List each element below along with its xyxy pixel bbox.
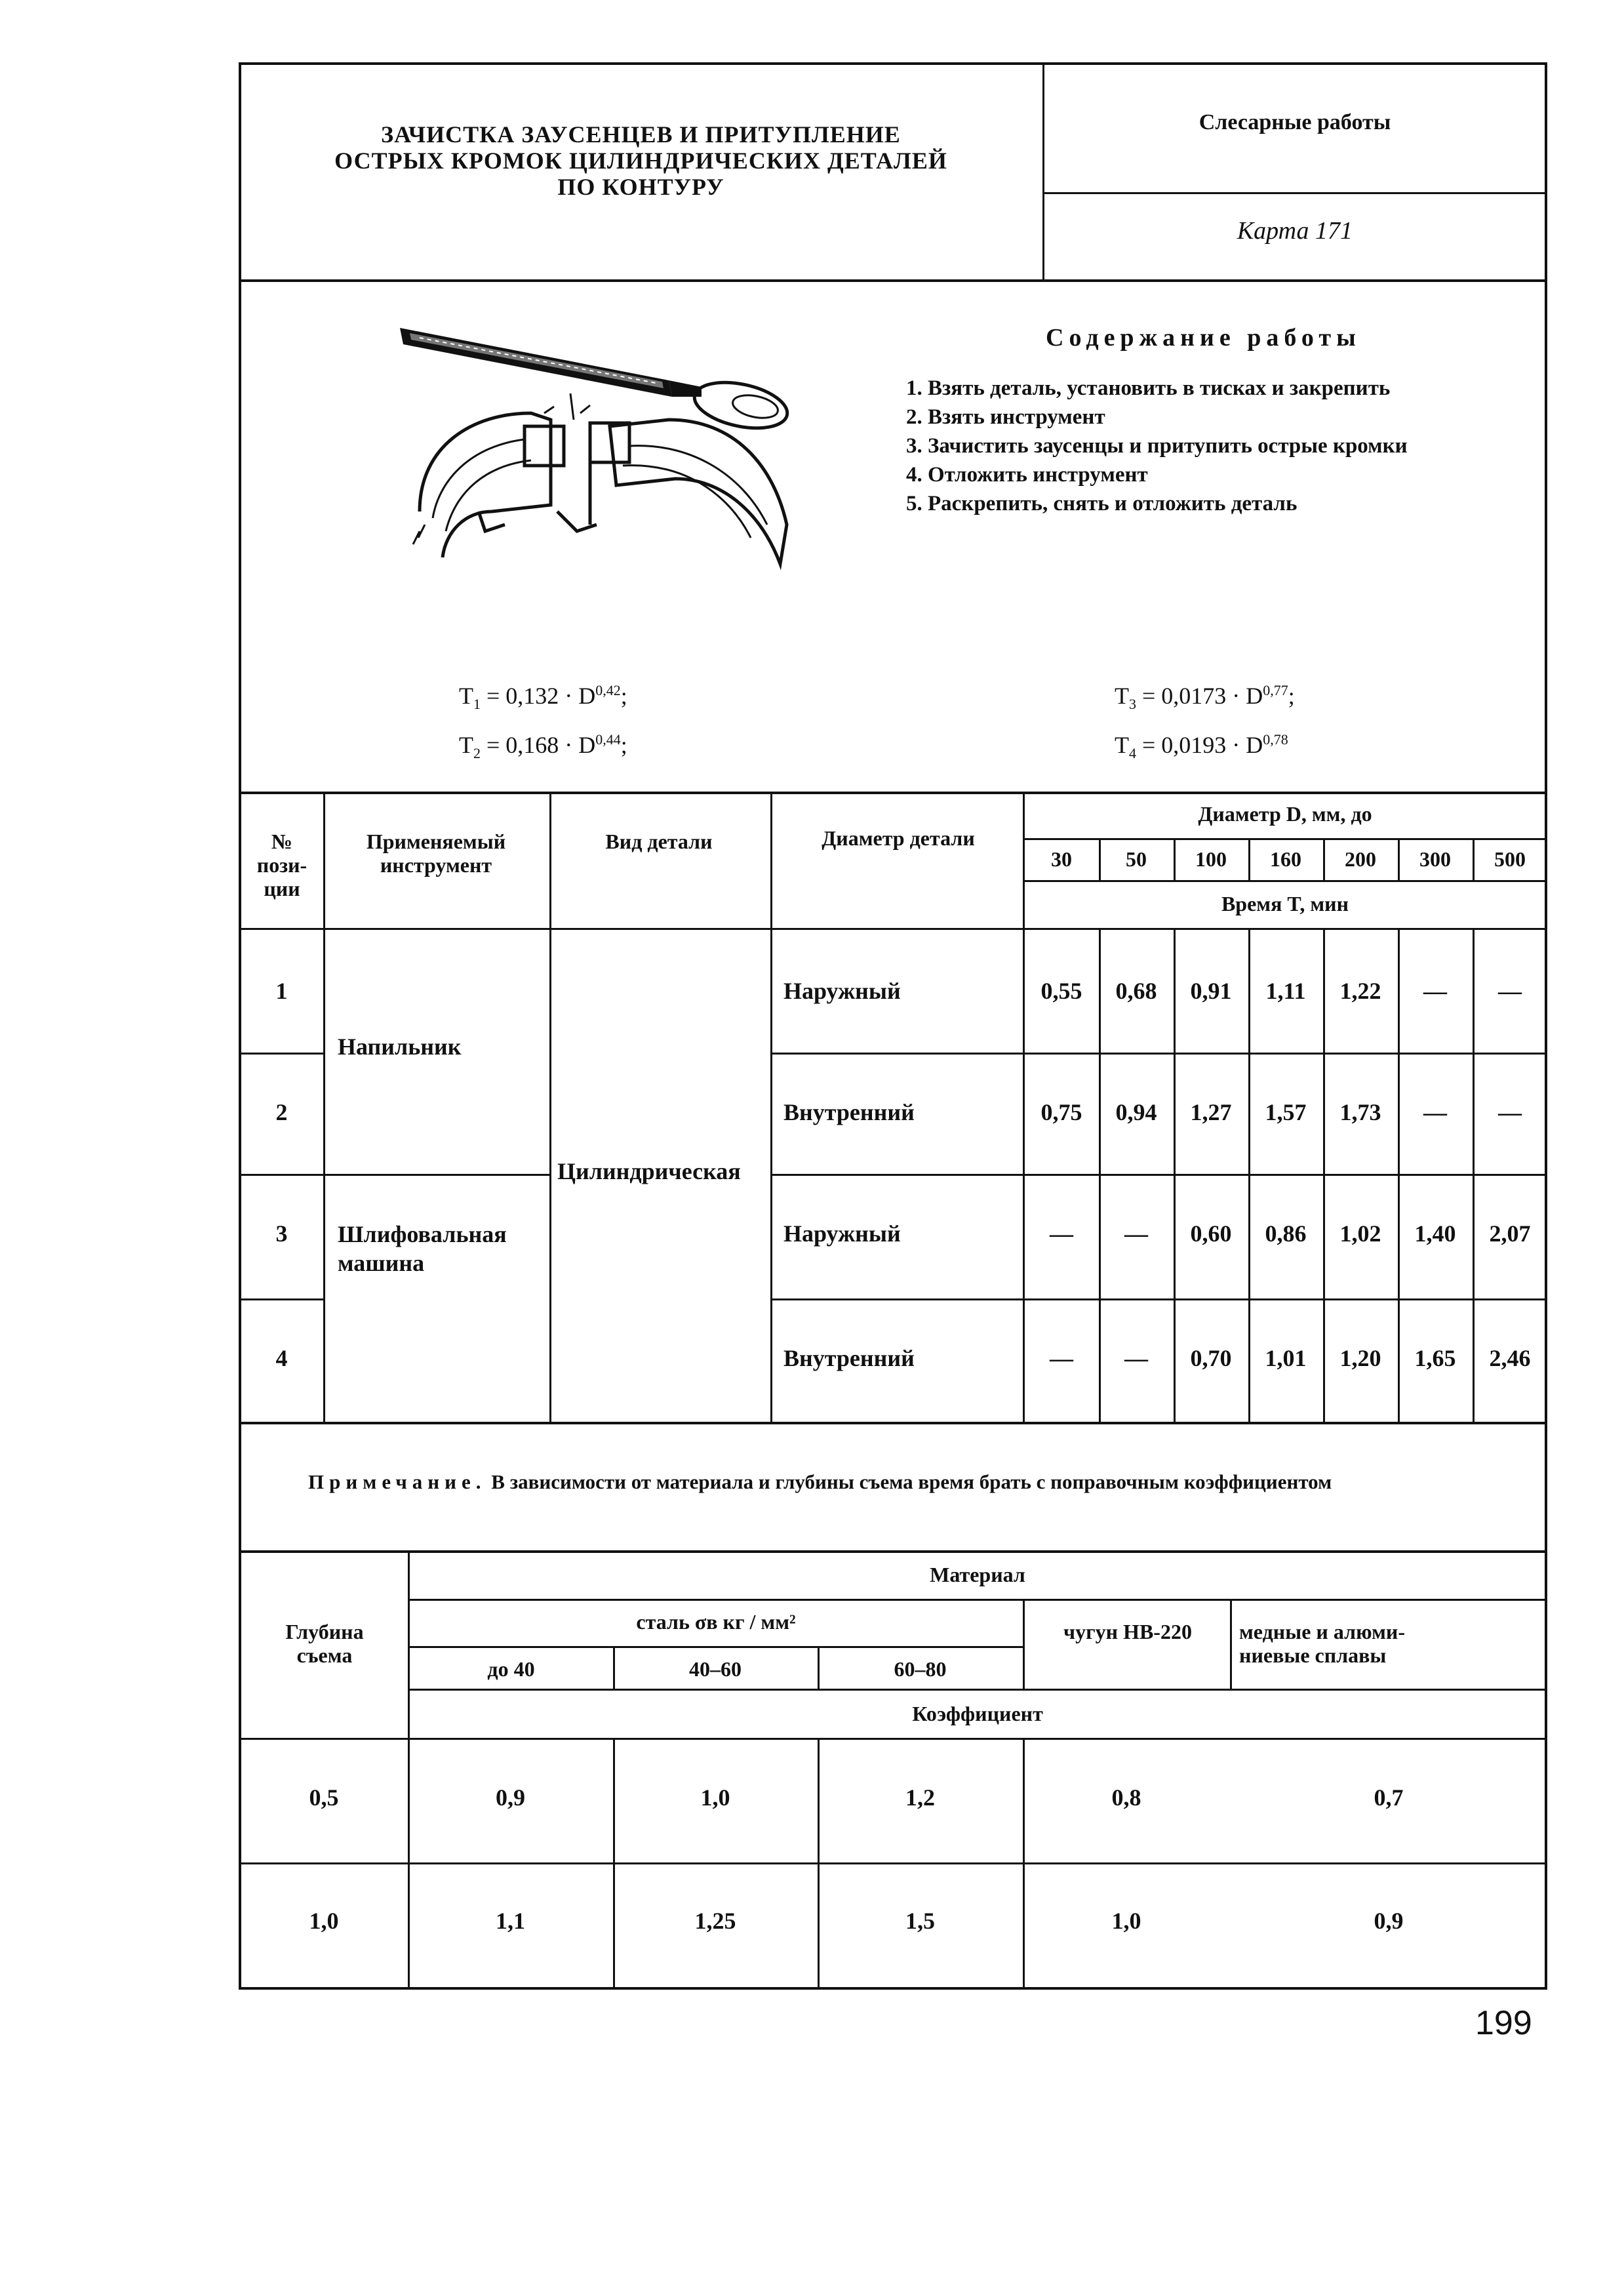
- row-divider: [239, 1174, 549, 1176]
- row-number: 3: [275, 1220, 288, 1247]
- col-header-tool: Применяемый инструмент: [366, 830, 506, 877]
- row-divider: [239, 1298, 324, 1300]
- row-divider: [408, 1646, 1023, 1648]
- work-steps: [906, 374, 1408, 518]
- time-value: 1,11: [1265, 978, 1306, 1004]
- step-item: 2. Взять инструмент: [906, 405, 1105, 429]
- col-header-kind: Вид детали: [605, 830, 713, 853]
- page-number: 199: [1475, 2004, 1532, 2042]
- row-diameter: Внутренний: [783, 1099, 915, 1125]
- row-divider: [770, 1053, 1547, 1055]
- step-item: 4. Отложить инструмент: [906, 463, 1148, 487]
- row-diameter: Наружный: [783, 978, 901, 1004]
- content-heading: Содержание работы: [1046, 324, 1361, 352]
- formula-t1: $T_1 = 0,132 \cdot D^{0,42}$;: [459, 682, 627, 713]
- coef-value: 1,0: [700, 1784, 730, 1811]
- coef-value: 0,9: [1374, 1908, 1404, 1934]
- part-kind: Цилиндрическая: [557, 1158, 741, 1184]
- row-diameter: Наружный: [783, 1220, 901, 1247]
- diameter-head: 160: [1270, 847, 1301, 871]
- time-value: 0,68: [1115, 978, 1157, 1004]
- col-divider: [770, 792, 772, 1424]
- diameter-head: 500: [1494, 847, 1526, 871]
- col-header-time: Время T, мин: [1221, 892, 1349, 915]
- time-value: 1,73: [1339, 1099, 1381, 1125]
- time-value: —: [1050, 1345, 1073, 1371]
- tool-grinder: Шлифовальная машина: [338, 1221, 507, 1276]
- step-item: 5. Раскрепить, снять и отложить деталь: [906, 492, 1297, 515]
- col-header-no: № пози- ции: [256, 830, 307, 900]
- formula-t3: $T_3 = 0,0173 \cdot D^{0,77}$;: [1115, 682, 1295, 713]
- row-divider: [1023, 838, 1547, 840]
- time-value: —: [1423, 1099, 1447, 1125]
- time-value: 0,60: [1190, 1220, 1232, 1247]
- time-value: —: [1498, 978, 1522, 1004]
- step-item: 3. Зачистить заусенцы и притупить острые кромки: [906, 434, 1408, 458]
- row-number: 2: [275, 1099, 288, 1125]
- time-value: 0,86: [1265, 1220, 1307, 1247]
- time-value: 1,02: [1339, 1220, 1381, 1247]
- col-divider: [1230, 1599, 1232, 1689]
- formula-t2: $T_2 = 0,168 \cdot D^{0,44}$;: [459, 731, 627, 762]
- time-value: —: [1423, 978, 1447, 1004]
- page-title: ЗАЧИСТКА ЗАУСЕНЦЕВ И ПРИТУПЛЕНИЕ ОСТРЫХ КРОМОК ЦИЛИНДРИЧЕСКИХ ДЕТАЛЕЙ ПО КОНТУРУ: [334, 121, 947, 200]
- time-value: —: [1050, 1220, 1073, 1247]
- coef-value: 0,8: [1111, 1784, 1141, 1811]
- col-header-depth: Глубина съема: [285, 1620, 364, 1667]
- row-divider: [770, 1174, 1547, 1176]
- time-value: 0,70: [1190, 1345, 1232, 1371]
- depth-value: 1,0: [309, 1908, 339, 1934]
- col-header-diameter-D: Диаметр D, мм, до: [1198, 802, 1372, 826]
- time-value: 1,57: [1265, 1099, 1307, 1125]
- row-divider: [239, 928, 1547, 930]
- row-divider: [239, 1862, 1547, 1864]
- row-divider: [770, 1298, 1547, 1300]
- steel-range: 40–60: [689, 1657, 742, 1681]
- row-divider: [1023, 880, 1547, 882]
- file-deburring-illustration: [393, 315, 820, 590]
- diameter-head: 50: [1126, 847, 1147, 871]
- row-number: 1: [275, 978, 288, 1004]
- coef-value: 1,25: [694, 1908, 736, 1934]
- time-value: 1,20: [1339, 1345, 1381, 1371]
- time-value: —: [1498, 1099, 1522, 1125]
- diameter-head: 30: [1051, 847, 1072, 871]
- coef-value: 0,7: [1374, 1784, 1404, 1811]
- steel-range: до 40: [487, 1657, 535, 1681]
- diameter-head: 100: [1195, 847, 1227, 871]
- coef-value: 0,9: [496, 1784, 525, 1811]
- header-card-divider: [1042, 192, 1547, 194]
- note-label: Примечание.: [308, 1470, 486, 1493]
- row-number: 4: [275, 1345, 288, 1371]
- time-value: 2,07: [1489, 1220, 1531, 1247]
- depth-value: 0,5: [309, 1784, 339, 1811]
- time-value: —: [1124, 1345, 1148, 1371]
- col-header-steel: сталь σв кг / мм²: [636, 1610, 796, 1634]
- note: [308, 1470, 1332, 1494]
- time-value: 2,46: [1489, 1345, 1531, 1371]
- time-value: 0,91: [1190, 978, 1232, 1004]
- row-diameter: Внутренний: [783, 1345, 915, 1371]
- card-number: Карта 171: [1237, 217, 1353, 245]
- header-divider: [1042, 62, 1044, 282]
- row-divider: [408, 1689, 1547, 1691]
- col-divider: [323, 792, 325, 1424]
- col-divider: [549, 792, 551, 1424]
- time-value: 0,94: [1115, 1099, 1157, 1125]
- diameter-head: 300: [1419, 847, 1451, 871]
- row-divider: [239, 1738, 1547, 1740]
- steel-range: 60–80: [894, 1657, 947, 1681]
- time-value: 1,27: [1190, 1099, 1232, 1125]
- time-value: 1,40: [1414, 1220, 1456, 1247]
- coef-value: 1,2: [905, 1784, 935, 1811]
- note-text: В зависимости от материала и глубины съема время брать с поправочным коэффициентом: [486, 1470, 1332, 1493]
- tool-file: Напильник: [338, 1034, 462, 1060]
- diameter-head: 200: [1345, 847, 1376, 871]
- time-value: 0,55: [1040, 978, 1082, 1004]
- col-header-copper: медные и алюми- ниевые сплавы: [1239, 1620, 1405, 1667]
- col-header-material: Материал: [930, 1563, 1025, 1586]
- coef-value: 1,5: [905, 1908, 935, 1934]
- step-item: 1. Взять деталь, установить в тисках и закрепить: [906, 376, 1391, 400]
- work-category: Слесарные работы: [1198, 110, 1391, 134]
- formula-t4: $T_4 = 0,0193 \cdot D^{0,78}$: [1115, 731, 1288, 762]
- coef-value: 1,1: [496, 1908, 525, 1934]
- col-divider: [1023, 1599, 1025, 1689]
- col-header-diam: Диаметр детали: [822, 826, 975, 850]
- coef-value: 1,0: [1111, 1908, 1141, 1934]
- time-value: 0,75: [1040, 1099, 1082, 1125]
- row-divider: [408, 1599, 1547, 1601]
- col-header-iron: чугун НВ-220: [1063, 1620, 1192, 1643]
- col-header-coefficient: Коэффициент: [912, 1702, 1043, 1725]
- time-value: 1,22: [1339, 978, 1381, 1004]
- time-value: 1,65: [1414, 1345, 1456, 1371]
- time-value: 1,01: [1265, 1345, 1307, 1371]
- row-divider: [239, 1053, 324, 1055]
- time-value: —: [1124, 1220, 1148, 1247]
